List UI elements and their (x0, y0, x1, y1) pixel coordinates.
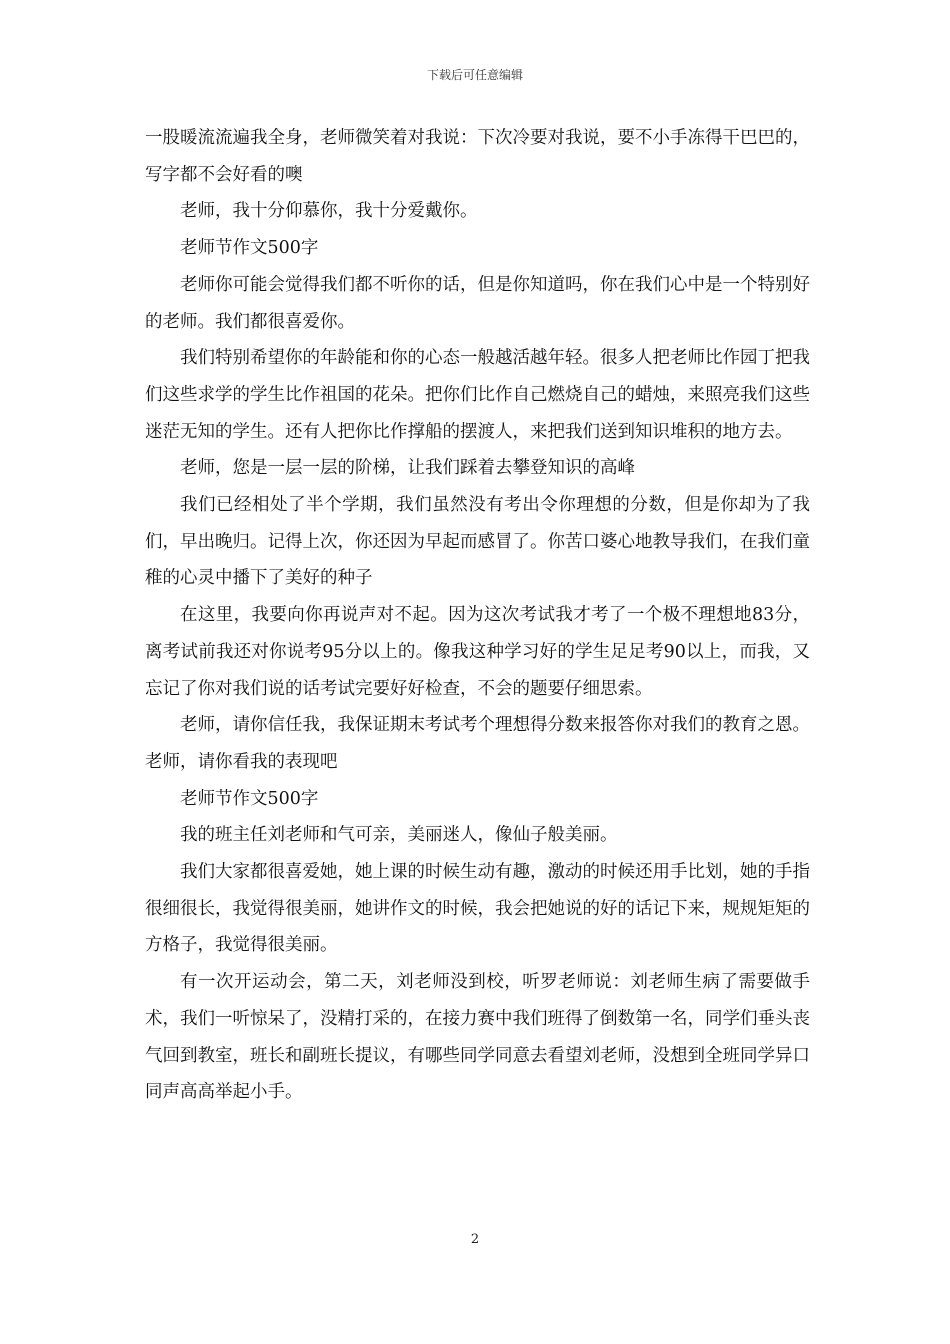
page-header: 下载后可任意编辑 (426, 68, 523, 82)
paragraph: 老师，请你信任我，我保证期末考试考个理想得分数来报答你对我们的教育之恩。老师，请你看我的表现吧 (145, 715, 810, 772)
page-number: 2 (470, 1232, 480, 1247)
paragraph: 我们已经相处了半个学期，我们虽然没有考出令你理想的分数，但是你却为了我们，早出晚归。记得上次，你还因为早起而感冒了。你苦口婆心地教导我们，在我们童稚的心灵中播下了美好的种子 (145, 495, 810, 589)
paragraph: 我们大家都很喜爱她，她上课的时候生动有趣，激动的时候还用手比划，她的手指很细很长，我觉得很美丽，她讲作文的时候，我会把她说的好的话记下来，规规矩矩的方格子，我觉得很美丽。 (145, 862, 810, 956)
paragraph: 我们特别希望你的年龄能和你的心态一般越活越年轻。很多人把老师比作园丁把我们这些求学的学生比作祖国的花朵。把你们比作自己燃烧自己的蜡烛，来照亮我们这些迷茫无知的学生。还有人把你比作撑船的摆渡人，来把我们送到知识堆积的地方去。 (145, 348, 810, 442)
section-heading: 老师节作文500字 (180, 238, 319, 259)
paragraph: 在这里，我要向你再说声对不起。因为这次考试我才考了一个极不理想地83分，离考试前我还对你说考95分以上的。像我这种学习好的学生足足考90以上，而我，又忘记了你对我们说的话考试完要好好检查，不会的题要仔细思索。 (145, 605, 810, 699)
document-body (145, 120, 810, 1111)
paragraph: 有一次开运动会，第二天，刘老师没到校，听罗老师说：刘老师生病了需要做手术，我们一听惊呆了，没精打采的，在接力赛中我们班得了倒数第一名，同学们垂头丧气回到教室，班长和副班长提议，有哪些同学同意去看望刘老师，没想到全班同学异口同声高高举起小手。 (145, 972, 810, 1103)
paragraph: 我的班主任刘老师和气可亲，美丽迷人，像仙子般美丽。 (180, 825, 618, 846)
paragraph: 老师你可能会觉得我们都不听你的话，但是你知道吗，你在我们心中是一个特别好的老师。我们都很喜爱你。 (145, 274, 810, 332)
section-heading: 老师节作文500字 (180, 788, 319, 809)
paragraph: 一股暖流流遍我全身，老师微笑着对我说：下次冷要对我说，要不小手冻得干巴巴的，写字都不会好看的噢 (145, 128, 810, 185)
paragraph: 老师，您是一层一层的阶梯，让我们踩着去攀登知识的高峰 (180, 458, 635, 479)
paragraph: 老师，我十分仰慕你，我十分爱戴你。 (180, 201, 478, 222)
